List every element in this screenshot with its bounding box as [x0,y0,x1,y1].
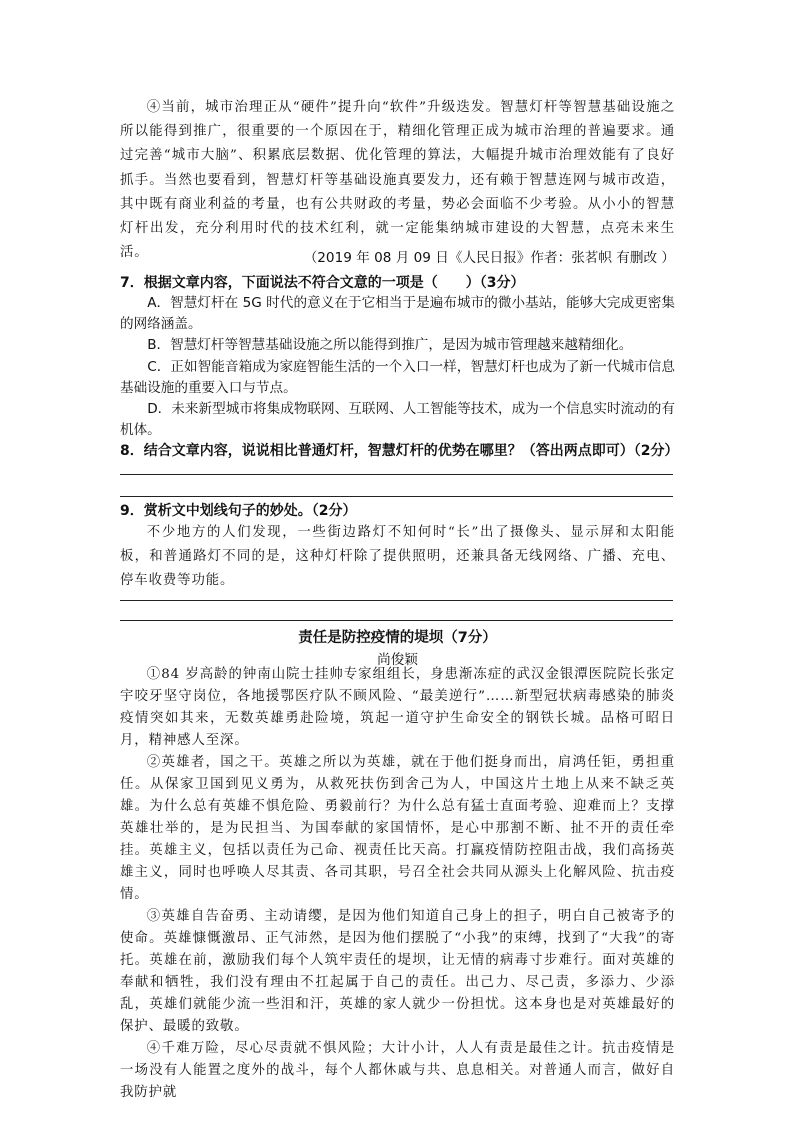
paragraph-text: ④当前，城市治理正从“硬件”提升向“软件”升级迭发。智慧灯杆等智慧基础设施之所以能得到推广，很重要的一个原因在于，精细化管理正成为城市治理的普遍要求。通过完善“城市大脑”、积累底层数据、优化管理的算法，大幅提升城市治理效能有了良好抓手。当然也要看到，智慧灯杆等基础设施真要发力，还有赖于智慧连网与城市改造，其中既有商业利益的考量，也有公共财政的考量，势必会面临不少考验。从小小的智慧灯杆出发，充分利用时代的技术红利，就一定能集纳城市建设的大智慧，点亮未来生活。 [120,100,675,261]
answer-line [120,496,673,497]
passage-paragraph-4 [120,96,675,265]
paragraph-4: ④千难万险，尽心尽责就不惧风险；大计小计，人人有责是最佳之计。抗击疫情是一场没有人能置之度外的战斗，每个人都休戚与共、息息相关。对普通人而言，做好自我防护就 [120,1041,675,1100]
quoted-sentence: 不少地方的人们发现，一些街边路灯不知何时“长”出了摄像头、显示屏和太阳能板，和普通路灯不同的是，这种灯杆除了提供照明，还兼具备无线网络、广播、充电、停车收费等功能。 [120,525,675,589]
question-7 [120,272,675,441]
passage-title: 责任是防控疫情的堤坝（7分） [298,630,497,646]
question-9-stem: 9．赏析文中划线句子的妙处。（2分） [120,503,357,519]
answer-line [120,474,673,475]
answer-line [120,620,673,621]
source-line: （2019 年 08 月 09 日《人民日报》作者：张茗帜 有删改 ） [303,250,675,266]
option-b: B．智慧灯杆等智慧基础设施之所以能得到推广，是因为城市管理越来越精细化。 [147,337,633,354]
passage-author: 尚俊颖 [377,652,418,668]
option-c: C．正如智能音箱成为家庭智能生活的一个入口一样，智慧灯杆也成为了新一代城市信息基础设施的重要入口与节点。 [120,358,675,396]
question-9 [120,500,675,594]
option-a: A．智慧灯杆在 5G 时代的意义在于它相当于是遍布城市的微小基站，能够大完成更密集的网络涵盖。 [120,295,675,333]
answer-line [120,600,673,601]
paragraph-2: ②英雄者，国之干。英雄之所以为英雄，就在于他们挺身而出，肩鸿任钜，勇担重任。从保家卫国到见义勇为，从救死扶伤到舍己为人，中国这片土地上从来不缺乏英雄。为什么总有英雄不惧危险、勇毅前行？为什么总有猛士直面考验、迎难而上？支撑英雄壮举的，是为民担当、为国奉献的家国情怀，是心中那割不断、扯不开的责任牵挂。英雄主义，包括以责任为己命、视责任比天高。打赢疫情防控阻击战，我们高扬英雄主义，同时也呼唤人尽其责、各司其职，号召全社会共同从源头上化解风险、抗击疫情。 [120,755,675,902]
paragraph-3: ③英雄自告奋勇、主动请缨，是因为他们知道自己身上的担子，明白自己被寄予的使命。英雄慷慨激昂、正气沛然，是因为他们摆脱了“小我”的束缚，找到了“大我”的寄托。英雄在前，激励我们每个人筑牢责任的堤坝，让无情的病毒寸步难行。面对英雄的奉献和牺牲，我们没有理由不扛起属于自己的责任。出己力、尽己责，多添力、少添乱，英雄们就能少流一些泪和汗，英雄的家人就少一份担忧。这本身也是对英雄最好的保护、最暖的致敬。 [120,909,675,1034]
option-d: D．未来新型城市将集成物联网、互联网、人工智能等技术，成为一个信息实时流动的有机体。 [120,401,675,439]
question-8 [120,440,679,460]
paragraph-1: ①84 岁高龄的钟南山院士挂帅专家组组长，身患渐冻症的武汉金银潭医院院长张定宇咬牙坚守岗位，各地援鄂医疗队不顾风险、“最美逆行”……新型冠状病毒感染的肺炎疫情突如其来，无数英雄勇赴险境，筑起一道守护生命安全的钢铁长城。品格可昭日月，精神感人至深。 [120,667,675,748]
passage-2-body [120,664,675,1104]
question-8-stem: 8．结合文章内容，说说相比普通灯杆，智慧灯杆的优势在哪里？（答出两点即可）（2分） [120,443,679,459]
question-7-stem: 7．根据文章内容，下面说法不符合文意的一项是（ ）（3分） [120,275,525,291]
